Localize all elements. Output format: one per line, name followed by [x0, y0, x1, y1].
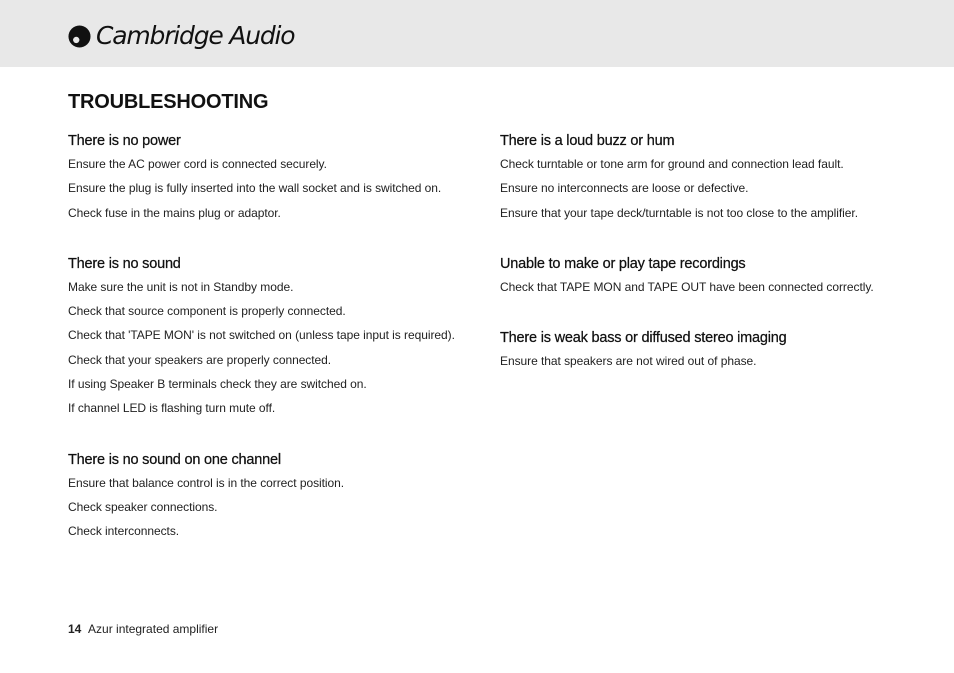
section-item: Check speaker connections. [68, 499, 218, 514]
section-weak-bass [500, 329, 900, 378]
section-item: If channel LED is flashing turn mute off. [68, 401, 276, 416]
left-column [68, 132, 468, 574]
section-title: There is no sound [68, 255, 181, 272]
section-item: Check that your speakers are properly connected. [68, 352, 332, 367]
section-item: Check turntable or tone arm for ground and connection lead fault. [500, 157, 844, 171]
section-tape-recordings [500, 255, 900, 304]
page-header [0, 0, 954, 67]
section-item: If using Speaker B terminals check they are switched on. [68, 377, 367, 392]
section-item: Ensure the plug is fully inserted into the wall socket and is switched on. [68, 181, 442, 196]
section-no-sound-one-channel [68, 451, 468, 549]
section-item: Ensure that balance control is in the correct position. [68, 475, 345, 490]
product-name: Azur integrated amplifier [88, 622, 219, 636]
brand-logo [68, 21, 294, 51]
section-item: Ensure no interconnects are loose or defective. [500, 181, 749, 196]
page-number: 14 [68, 622, 82, 636]
section-item: Make sure the unit is not in Standby mode. [68, 279, 294, 294]
section-title: There is weak bass or diffused stereo imaging [500, 330, 787, 347]
section-item: Ensure the AC power cord is connected securely. [68, 157, 327, 171]
page-footer [68, 622, 218, 637]
section-item: Ensure that your tape deck/turntable is not too close to the amplifier. [500, 205, 858, 220]
section-item: Check interconnects. [68, 524, 180, 539]
right-column [500, 132, 900, 403]
section-item: Check fuse in the mains plug or adaptor. [68, 205, 281, 220]
section-title: There is no power [68, 133, 181, 149]
section-no-power [68, 132, 468, 230]
section-title: There is a loud buzz or hum [500, 133, 675, 149]
section-title: There is no sound on one channel [68, 451, 281, 468]
section-buzz-hum [500, 132, 900, 230]
section-item: Check that 'TAPE MON' is not switched on (unless tape input is required). [68, 328, 455, 343]
cambridge-audio-logo-icon [68, 25, 91, 48]
section-title: Unable to make or play tape recordings [500, 255, 746, 272]
section-item: Ensure that speakers are not wired out of phase. [500, 354, 757, 369]
section-item: Check that TAPE MON and TAPE OUT have been connected correctly. [500, 279, 874, 294]
section-item: Check that source component is properly connected. [68, 304, 346, 319]
section-no-sound [68, 255, 468, 426]
brand-name: Cambridge Audio [96, 21, 295, 50]
page-title: TROUBLESHOOTING [68, 91, 269, 113]
